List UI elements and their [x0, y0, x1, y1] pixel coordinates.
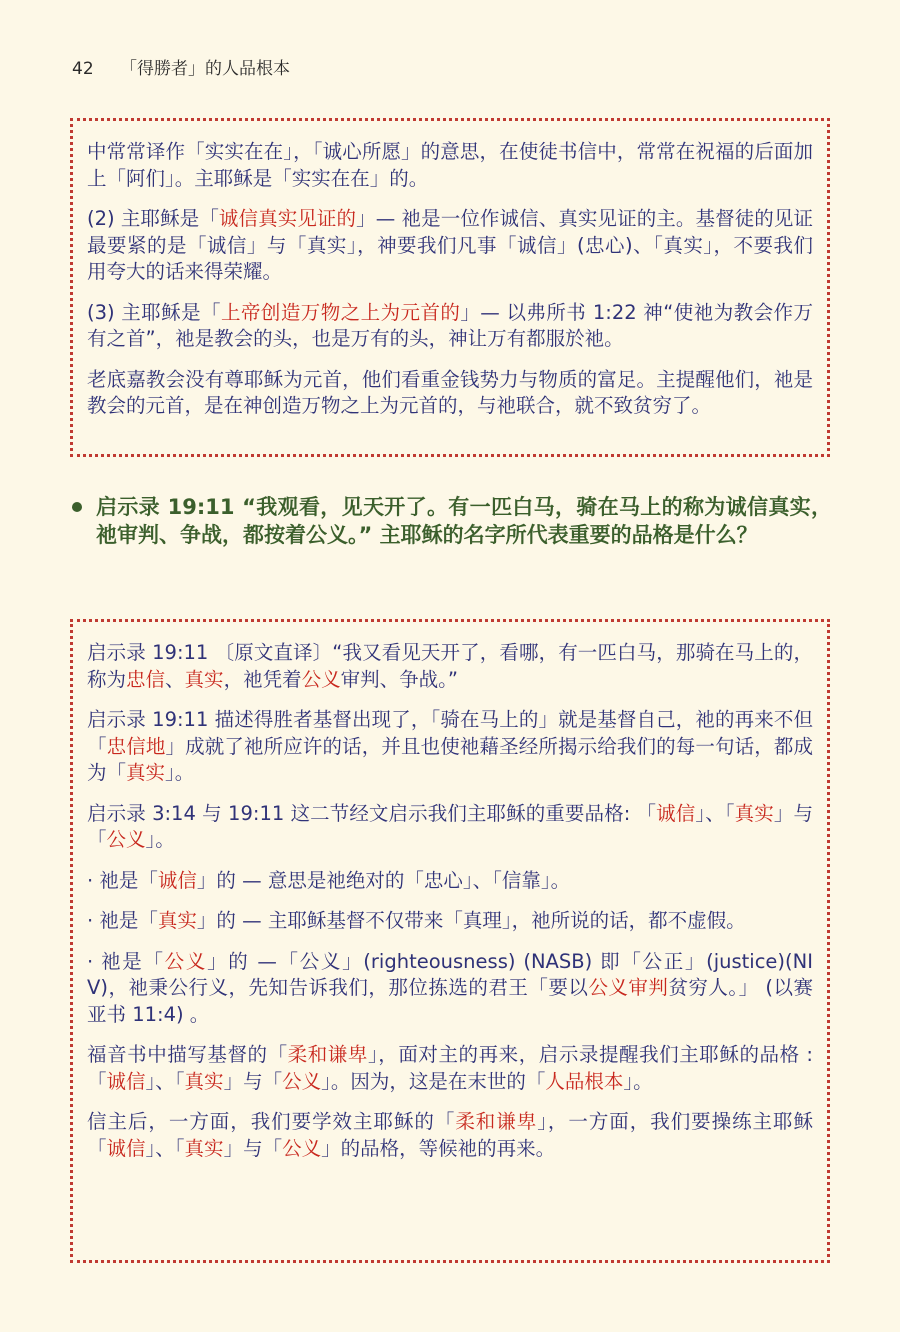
highlight-text: 柔和谦卑: [455, 1110, 538, 1133]
text-segment: 」、「: [695, 801, 735, 825]
highlight-text: 上帝创造万物之上为元首的: [221, 300, 461, 324]
text-segment: 」— 以弗所书 1:22 神“使祂为教会作万有之首”，祂是教会的头，也是万有的头，神让万有都服於祂。: [87, 300, 813, 350]
highlight-text: 真实: [126, 761, 166, 784]
text-segment: ，祂凭着: [223, 667, 302, 691]
paragraph: [87, 640, 813, 693]
highlight-text: 真实: [157, 909, 197, 932]
text-segment: 审判、争战。”: [340, 667, 458, 691]
text-segment: 信主后，一方面，我们要学效主耶稣的「: [87, 1110, 456, 1133]
page-number: 42: [72, 59, 94, 79]
highlight-text: 忠信: [126, 667, 166, 691]
text-segment: 」、「: [145, 1136, 185, 1160]
highlight-text: 诚信: [106, 1069, 146, 1093]
text-segment: 、: [165, 667, 185, 691]
question-text: 启示录 19:11 “我观看，见天开了。有一匹白马，骑在马上的称为诚信真实，祂审判、争战，都按着公义。” 主耶稣的名字所代表重要的品格是什么？: [96, 495, 832, 547]
text-segment: 」。: [145, 828, 175, 851]
highlight-text: 公义: [106, 828, 146, 851]
text-segment: · 祂是「: [87, 909, 158, 932]
highlight-text: 诚信真实见证的: [218, 207, 357, 230]
text-segment: 」。因为，这是在末世的「: [321, 1069, 546, 1093]
text-segment: (3) 主耶稣是「: [87, 300, 221, 324]
text-segment: 贫穷人。」 (以赛亚书 11:4) 。: [87, 976, 813, 1026]
paragraph: [87, 300, 813, 353]
text-segment: 」与「: [87, 801, 813, 851]
highlight-text: 忠信地: [106, 734, 166, 758]
paragraph: [87, 908, 813, 935]
highlight-text: 真实: [184, 1069, 224, 1093]
commentary-box-1: [70, 118, 830, 457]
text-segment: 」成就了祂所应许的话，并且也使祂藉圣经所揭示给我们的每一句话，都成为「: [87, 734, 813, 784]
paragraph: [87, 707, 813, 787]
highlight-text: 公义审判: [588, 976, 669, 999]
text-segment: 」的品格，等候祂的再来。: [321, 1136, 556, 1160]
paragraph: [87, 206, 813, 286]
text-segment: 启示录 19:11 〔原文直译〕“我又看见天开了，看哪，有一匹白马，那骑在马上的，称为: [87, 641, 813, 691]
highlight-text: 人品根本: [545, 1069, 624, 1093]
text-segment: · 祂是「: [87, 949, 165, 973]
paragraph: [87, 1042, 813, 1095]
text-segment: 」。: [623, 1069, 653, 1093]
text-segment: 」，面对主的再来，启示录提醒我们主耶稣的品格 :「: [87, 1043, 813, 1093]
paragraph: 中常常译作「实实在在」，「诚心所愿」的意思，在使徒书信中，常常在祝福的后面加上「阿们」。主耶稣是「实实在在」的。: [87, 140, 813, 190]
text-segment: 启示录 3:14 与 19:11 这二节经文启示我们主耶稣的重要品格: 「: [87, 801, 657, 825]
highlight-text: 诚信: [106, 1136, 146, 1160]
bullet-icon: [72, 502, 82, 512]
study-question: [72, 493, 832, 549]
paragraph: 老底嘉教会没有尊耶稣为元首，他们看重金钱势力与物质的富足。主提醒他们，祂是教会的元首，是在神创造万物之上为元首的，与祂联合，就不致贫穷了。: [87, 367, 813, 417]
text-segment: 」与「: [223, 1136, 283, 1160]
commentary-box-2: [70, 619, 830, 1263]
text-segment: 启示录 19:11 描述得胜者基督出现了，「骑在马上的」就是基督自己，祂的再来不但「: [87, 708, 813, 758]
text-segment: (2) 主耶稣是「: [87, 207, 219, 230]
text-segment: 」。: [165, 761, 195, 784]
book-title: 「得勝者」的人品根本: [120, 59, 290, 79]
text-segment: 」的 — 主耶稣基督不仅带来「真理」，祂所说的话，都不虚假。: [196, 909, 746, 932]
highlight-text: 真实: [734, 801, 774, 825]
page-header: [72, 54, 290, 79]
text-segment: 」的 —「公义」(righteousness) (NASB) 即「公正」(justice)(NIV)，祂秉公行义，先知告诉我们，那位拣选的君王「要以: [87, 949, 813, 999]
highlight-text: 真实: [184, 1136, 224, 1160]
highlight-text: 公义: [282, 1136, 322, 1160]
highlight-text: 诚信: [656, 801, 696, 825]
highlight-text: 真实: [184, 667, 224, 691]
paragraph: [87, 868, 813, 895]
text-segment: 」的 — 意思是祂绝对的「忠心」、「信靠」。: [196, 868, 571, 892]
text-segment: · 祂是「: [87, 868, 158, 892]
text-segment: 」，一方面，我们要操练主耶稣「: [87, 1110, 813, 1160]
highlight-text: 柔和谦卑: [287, 1043, 368, 1066]
paragraph: [87, 801, 813, 854]
highlight-text: 诚信: [157, 868, 197, 892]
text-segment: 」与「: [223, 1069, 283, 1093]
text-segment: 福音书中描写基督的「: [87, 1043, 288, 1066]
highlight-text: 公义: [301, 667, 341, 691]
paragraph: [87, 949, 813, 1029]
text-segment: 」、「: [145, 1069, 185, 1093]
text-segment: 」— 祂是一位作诚信、真实见证的主。基督徒的见证最要紧的是「诚信」与「真实」，神要我们凡事「诚信」(忠心)、「真实」，不要我们用夸大的话来得荣耀。: [87, 207, 813, 283]
paragraph: [87, 1109, 813, 1162]
highlight-text: 公义: [282, 1069, 322, 1093]
highlight-text: 公义: [164, 949, 208, 973]
